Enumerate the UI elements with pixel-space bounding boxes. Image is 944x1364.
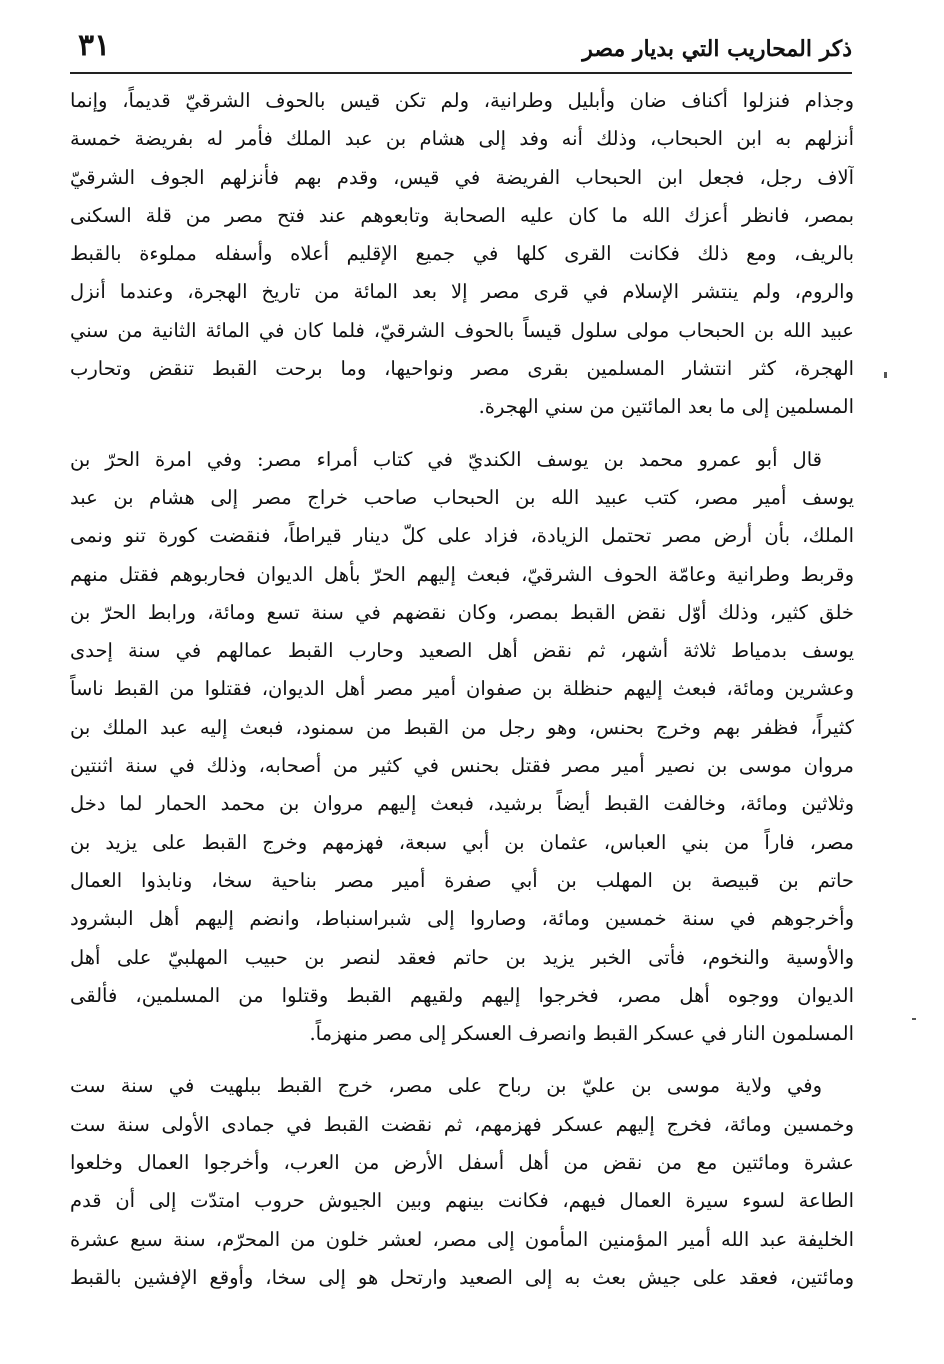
text-line: المسلمون النار في عسكر القبط وانصرف العسكر إلى مصر منهزماً. — [309, 1022, 854, 1046]
text-line: وقربط وطرانية وعامّة الحوف الشرقيّ، فبعث إليهم الحرّ بأهل الديوان فحاربوهم فقتل منهم — [70, 562, 854, 586]
text-line: خلق كثير، وذلك أوّل نقض القبط بمصر، وكان نقضهم في سنة تسع ومائة، ورابط الحرّ بن — [70, 600, 854, 624]
paragraph-gap — [70, 427, 854, 441]
text-line: قال أبو عمرو محمد بن يوسف الكنديّ في كتاب أمراء مصر: وفي امرة الحرّ بن — [70, 447, 822, 471]
text-line: أنزلهم به ابن الحبحاب، وذلك أنه وفد إلى هشام بن عبد الملك فأمر له بفريضة خمسة — [70, 127, 854, 151]
paragraph-gap — [70, 1053, 854, 1067]
page-number: ٣١ — [78, 28, 111, 63]
text-line: الملك، بأن أرض مصر تحتمل الزيادة، فزاد على كلّ دينار قيراطاً، فنقضت كورة تنو ونمى — [70, 524, 854, 548]
text-line: يوسف أمير مصر، كتب عبيد الله بن الحبحاب صاحب خراج مصر إلى هشام بن عبد — [70, 485, 854, 509]
text-line: بالريف، ومع ذلك فكانت القرى كلها في جميع الإقليم أعلاه وأسفله مملوءة بالقبط — [70, 242, 854, 266]
text-line: المسلمين إلى ما بعد المائتين من سني الهجرة. — [478, 395, 854, 419]
text-line: مصر، فاراً من بني العباس، عثمان بن أبي سبعة، فهزمهم وخرج القبط على يزيد بن — [70, 830, 854, 854]
body-text — [70, 82, 854, 1297]
text-line: مروان موسى بن نصير أمير مصر فقتل بحنس في كثير من أصحابه، وذلك في سنة اثنتين — [70, 754, 854, 778]
text-line: الطاعة لسوء سيرة العمال فيهم، فكانت بينهم وبين الجيوش حروب امتدّت إلى أن قدم — [70, 1189, 854, 1213]
text-line: الهجرة، كثر انتشار المسلمين بقرى مصر ونواحيها، وما برحت القبط تنقض وتحارب — [70, 357, 854, 381]
margin-speck — [912, 1018, 916, 1020]
text-line: وفي ولاية موسى بن عليّ بن رباح على مصر، خرج القبط ببلهيت في سنة ست — [70, 1074, 822, 1098]
text-line: ومائتين، فعقد على جيش بعث به إلى الصعيد وارتحل هو إلى سخا، وأوقع الإفشين بالقبط — [70, 1265, 854, 1289]
text-line: والروم، ولم ينتشر الإسلام في قرى مصر إلا بعد المائة من تاريخ الهجرة، وعندما أنزل — [70, 280, 854, 304]
text-line: الخليفة عبد الله أمير المؤمنين المأمون إلى مصر، لعشر خلون من المحرّم، سنة سبع عشرة — [70, 1227, 854, 1251]
text-line: وخمسين ومائة، فخرج إليهم عسكر فهزمهم، ثم نقضت القبط في جمادى الأولى سنة ست — [70, 1112, 854, 1136]
paragraph-3 — [70, 1067, 854, 1297]
text-line: حاتم بن قبيصة بن المهلب بن أبي صفرة أمير مصر بناحية سخا، ونابذوا العمال — [70, 868, 854, 892]
text-line: وجذام فنزلوا أكناف ضان وأبليل وطرانية، ولم تكن قيس بالحوف الشرقيّ قديماً، وإنما — [70, 89, 854, 112]
text-line: وأخرجوهم في سنة خمسين ومائة، وصاروا إلى شبراسنباط، وانضم إليهم أهل البشرود — [70, 907, 854, 931]
text-line: كثيراً، فظفر بهم وخرج بحنس، وهو رجل من القبط من سمنود، فبعث إليه عبد الملك بن — [70, 715, 854, 739]
text-line: وثلاثين ومائة، وخالفت القبط أيضاً برشيد، فبعث إليهم مروان بن محمد الحمار لما دخل — [70, 792, 854, 816]
chapter-title: ذكر المحاريب التي بديار مصر — [582, 36, 852, 62]
text-line: عشرة ومائتين مع من نقض من أهل أسفل الأرض من العرب، وأخرجوا العمال وخلعوا — [70, 1151, 854, 1175]
text-line: الديوان ووجوه أهل مصر، فخرجوا إليهم ولقيهم القبط وقتلوا من المسلمين، فألقى — [70, 983, 854, 1007]
header-divider — [70, 72, 852, 74]
text-line: والأوسية والنخوم، فأتى الخبر يزيد بن حاتم فعقد لنصر بن حبيب المهلبيّ على أهل — [70, 945, 854, 969]
text-line: آلاف رجل، فجعل ابن الحبحاب الفريضة في قيس، وقدم بهم فأنزلهم الجوف الشرقيّ — [70, 165, 854, 189]
running-header — [70, 28, 852, 68]
text-line: بمصر، فانظر أعزك الله ما كان عليه الصحابة وتابعوهم عند فتح مصر من قلة السكنى — [70, 203, 854, 227]
text-line: وعشرين ومائة، فبعث إليهم حنظلة بن صفوان أمير مصر أهل الديوان، فقتلوا من القبط ناساً — [70, 677, 854, 701]
paragraph-2 — [70, 441, 854, 1054]
text-line: يوسف بدمياط ثلاثة أشهر، ثم نقض أهل الصعيد وحارب القبط عمالهم في سنة إحدى — [70, 639, 854, 663]
text-line: عبيد الله بن الحبحاب مولى سلول قيساً بالحوف الشرقيّ، فلما كان في المائة الثانية من سني — [70, 318, 854, 342]
margin-speck — [884, 372, 887, 378]
paragraph-1 — [70, 82, 854, 427]
